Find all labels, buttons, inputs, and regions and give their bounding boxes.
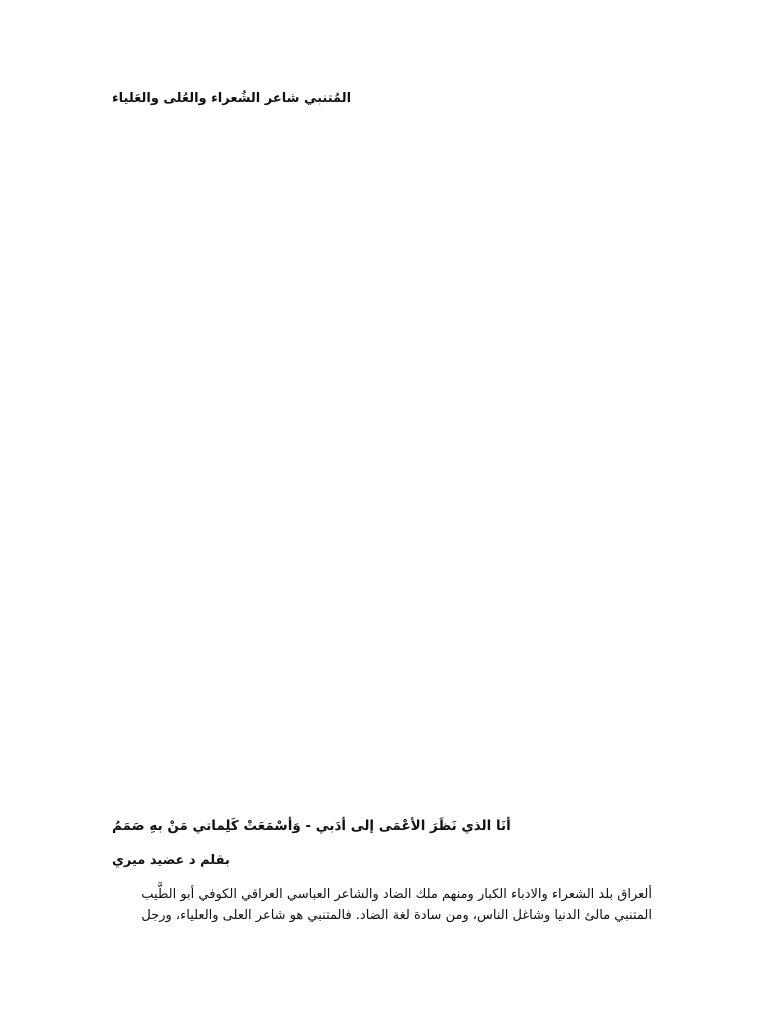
document-title: المُتنبي شاعر الشُعراء والعُلى والعَلياء [112,91,352,106]
paragraph-line: المتنبي مالئ الدنيا وشاغل الناس، ومن سادة لغة الضاد. فالمتنبي هو شاعر العلى والعلياء، ورجل [141,908,652,923]
verse-heading: أنَا الذي نَظَرَ الأعْمَى إلى أدَبي - وَأسْمَعَتْ كَلِماتي مَنْ بهِ صَمَمُ [112,818,511,834]
author-byline: بقلم د عضيد ميري [112,853,230,868]
paragraph-line: ألعراق بلد الشعراء والادباء الكبار ومنهم ملك الضاد والشاعر العباسي العراقي الكوفي أبو الطَّيب [141,887,652,902]
body-paragraph [112,884,652,926]
